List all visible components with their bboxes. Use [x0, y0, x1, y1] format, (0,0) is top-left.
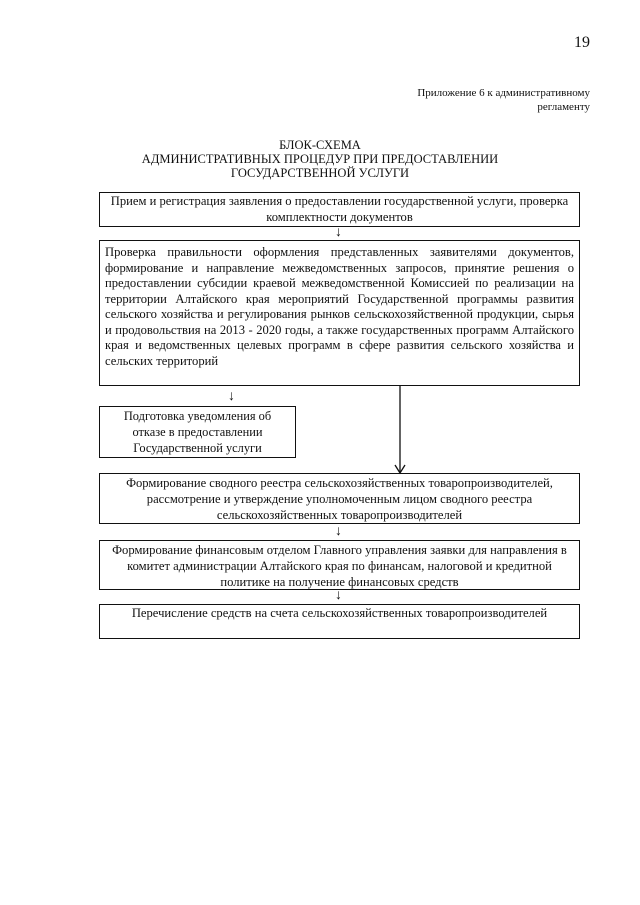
connector-arrow-icon [390, 386, 410, 476]
appendix-note-continued: регламенту [537, 101, 590, 113]
down-arrow-icon: ↓ [335, 225, 342, 240]
flowchart-step-application-registration: Прием и регистрация заявления о предоставлении государственной услуги, проверка комплектности документов [99, 192, 580, 227]
down-arrow-icon: ↓ [335, 588, 342, 603]
document-subtitle: АДМИНИСТРАТИВНЫХ ПРОЦЕДУР ПРИ ПРЕДОСТАВЛЕНИИ [141, 152, 499, 166]
flowchart-step-funds-transfer: Перечисление средств на счета сельскохозяйственных товаропроизводителей [99, 604, 580, 639]
document-subtitle-continued: ГОСУДАРСТВЕННОЙ УСЛУГИ [230, 166, 410, 180]
down-arrow-icon: ↓ [335, 524, 342, 539]
flowchart-step-refusal-notice: Подготовка уведомления об отказе в предоставлении Государственной услуги [99, 406, 296, 458]
flowchart-step-consolidated-register: Формирование сводного реестра сельскохозяйственных товаропроизводителей, рассмотрение и утверждение уполномоченным лицом сводного реестра сельскохозяйственных товаропроизводителей [99, 473, 580, 524]
flowchart-step-document-verification: Проверка правильности оформления представленных заявителями документов, формирование и направление межведомственных запросов, принятие решения о предоставлении субсидии краевой межведомственной Комиссией по реализации на территории Алтайского края мероприятий Государственной программы развития сельского хозяйства и регулирования рынков сельскохозяйственной продукции, сырья и продовольствия на 2013 - 2020 годы, а также государственных программ Алтайского края и ведомственных целевых программ в сфере развития сельского хозяйства и сельских территорий [99, 240, 580, 386]
document-title: БЛОК-СХЕМА [279, 138, 361, 152]
page-number: 19 [574, 34, 590, 51]
down-arrow-icon: ↓ [228, 389, 235, 404]
flowchart-step-funding-request: Формирование финансовым отделом Главного управления заявки для направления в комитет администрации Алтайского края по финансам, налоговой и кредитной политике на получение финансовых средств [99, 540, 580, 590]
appendix-note: Приложение 6 к административному [417, 87, 590, 99]
